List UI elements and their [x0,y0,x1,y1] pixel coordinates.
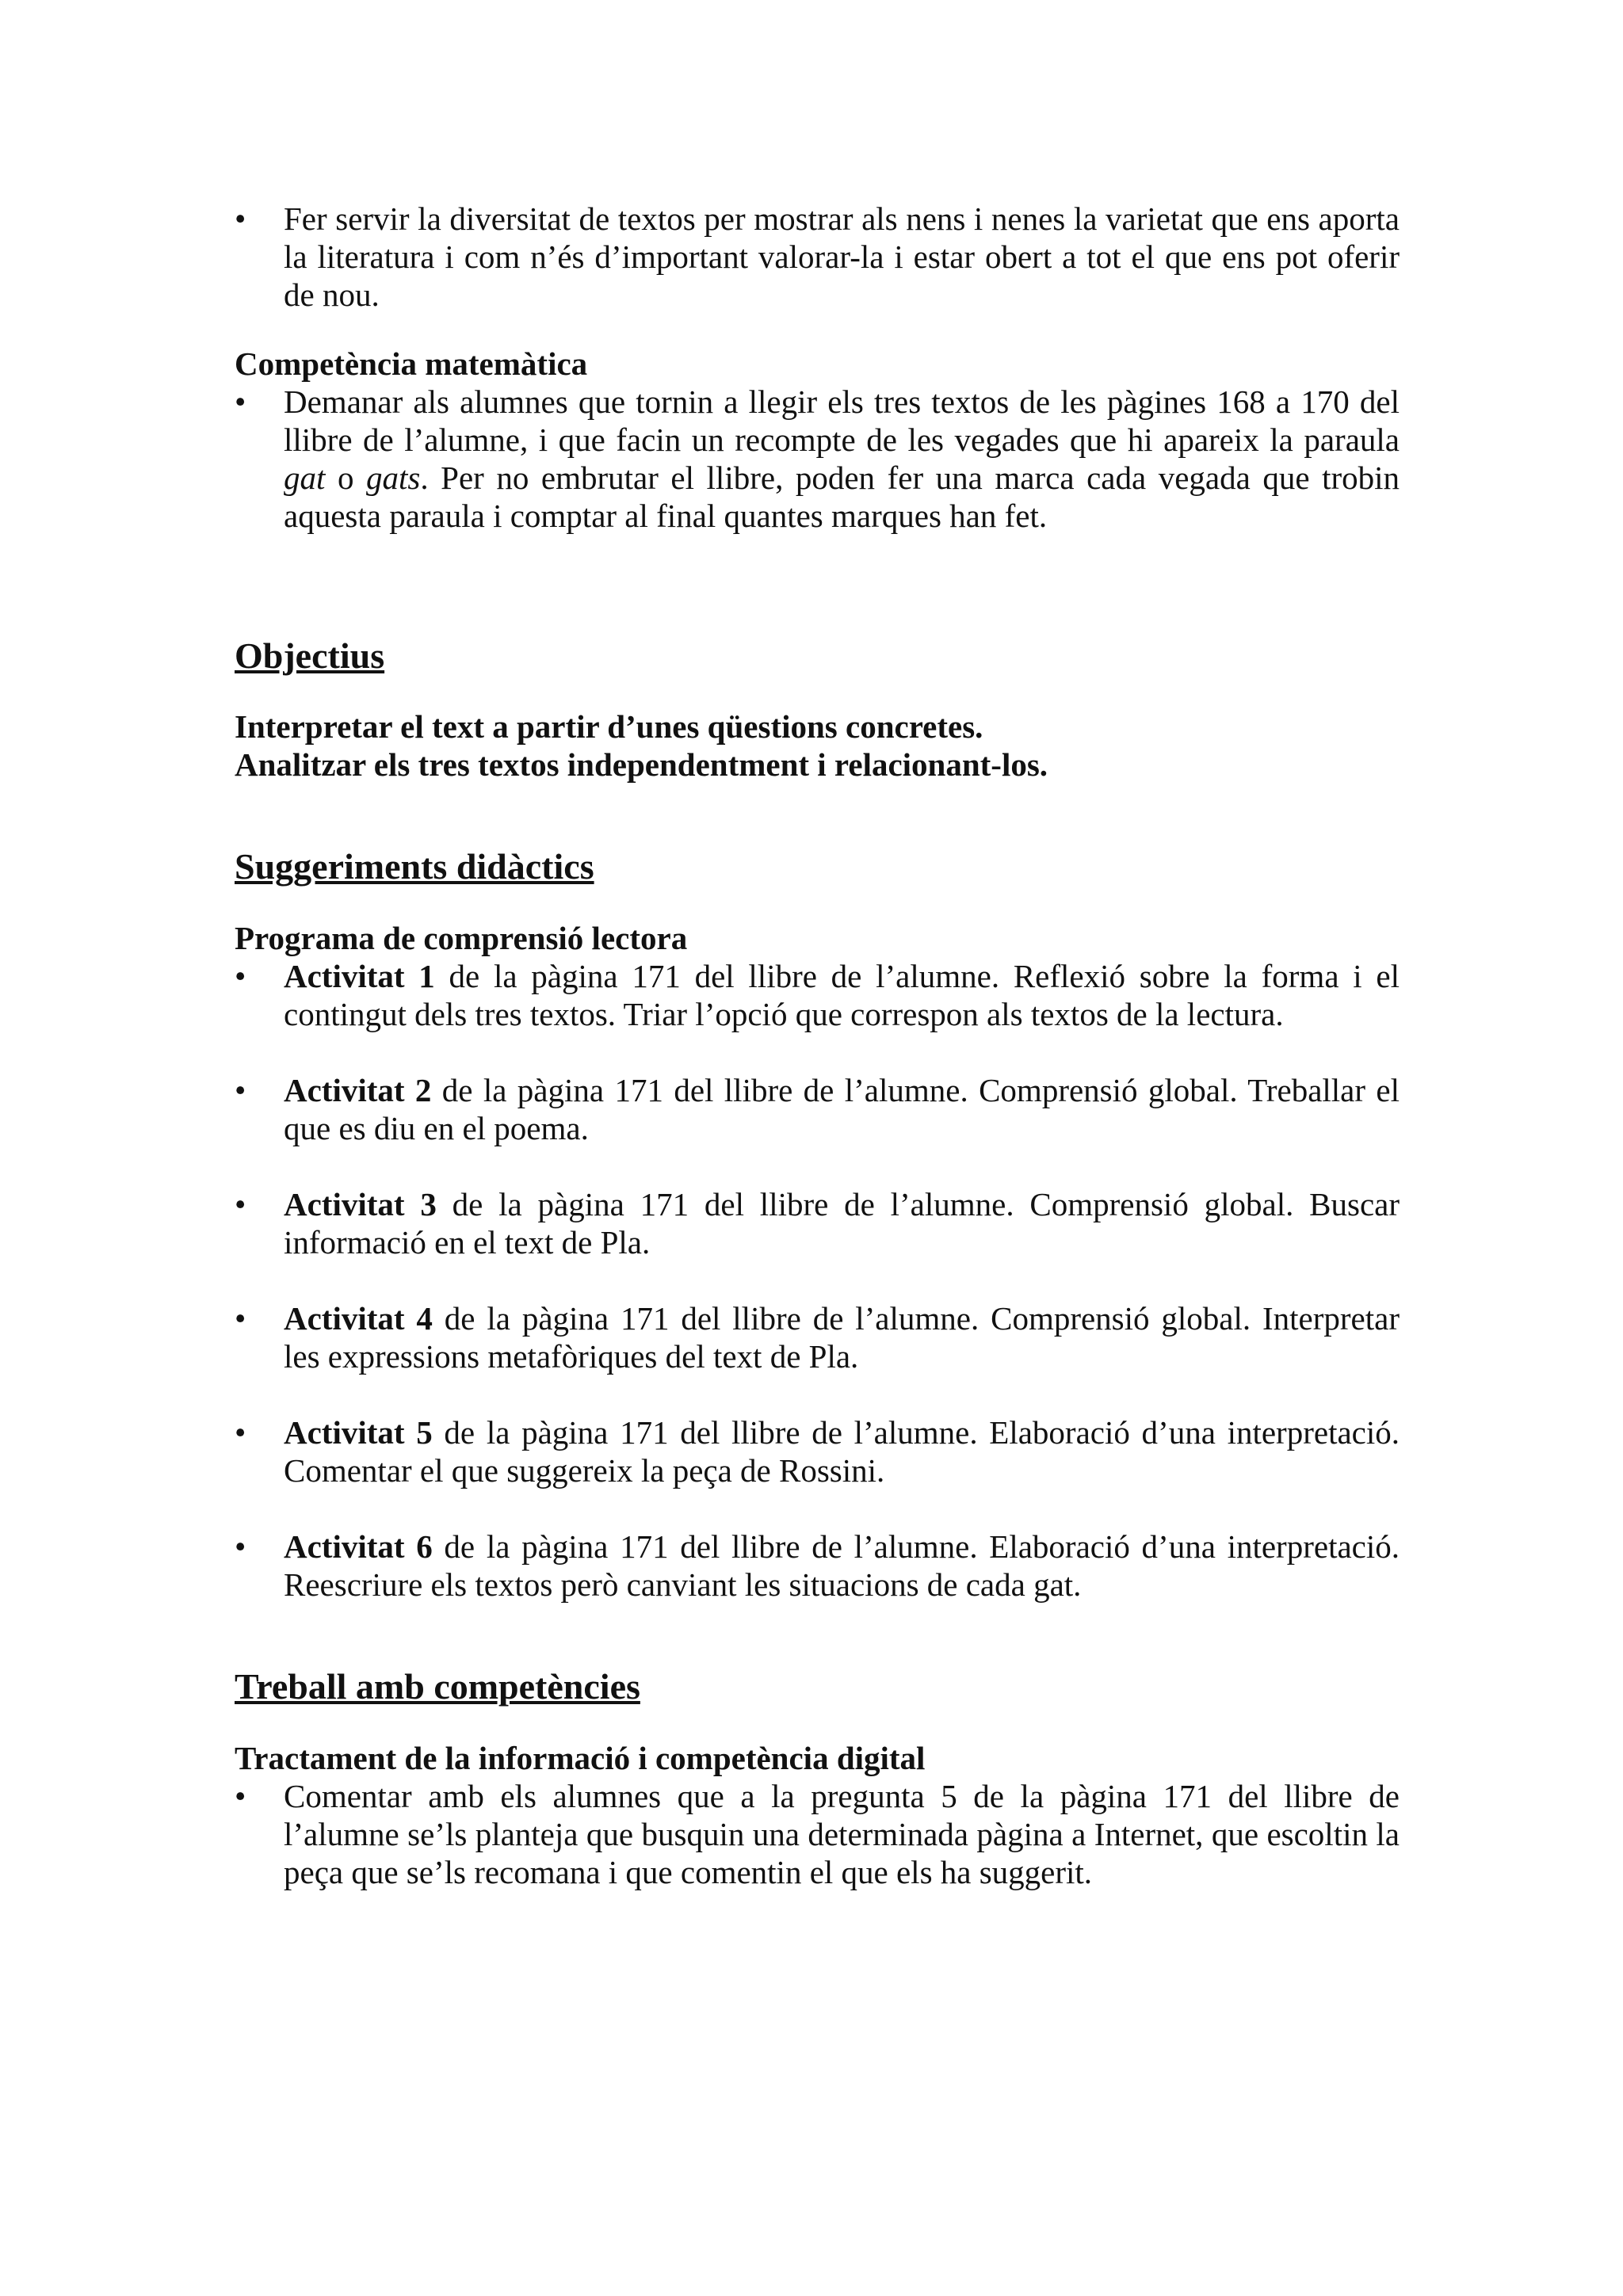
activity-label: Activitat 1 [284,958,435,994]
activity-text: de la pàgina 171 del llibre de l’alumne. Comprensió global. Interpretar les expressions metafòriques del text de Pla. [284,1300,1400,1375]
activity-text: de la pàgina 171 del llibre de l’alumne. Comprensió global. Treballar el que es diu en el poema. [284,1072,1400,1146]
competences-heading: Treball amb competències [235,1666,640,1707]
math-bullet-text-1: Demanar als alumnes que tornin a llegir els tres textos de les pàgines 168 a 170 del llibre de l’alumne, i que facin un recompte de les vegades que hi apareix la paraula [284,383,1400,458]
objective-line-1: Interpretar el text a partir d’unes qüestions concretes. [235,708,983,745]
math-bullet-text-2: o [325,460,366,496]
math-word-gat: gat [284,460,326,496]
activity-item-3 [235,1185,1400,1261]
activity-text: de la pàgina 171 del llibre de l’alumne. Elaboració d’una interpretació. Reescriure els textos però canviant les situacions de cada gat. [284,1528,1400,1603]
activity-text: de la pàgina 171 del llibre de l’alumne. Comprensió global. Buscar informació en el text de Pla. [284,1186,1400,1261]
competences-bullet: • Comentar amb els alumnes que a la pregunta 5 de la pàgina 171 del llibre de l’alumne se’ls planteja que busquin una determinada pàgina a Internet, que escoltin la peça que se’ls recomana i que comentin el que els ha suggerit. [235,1777,1400,1891]
activity-item-1 [235,957,1400,1033]
objective-line-2: Analitzar els tres textos independentment i relacionant-los. [235,746,1048,783]
intro-bullet-list [235,200,1400,314]
activity-label: Activitat 6 [284,1528,433,1565]
digital-competence-heading: Tractament de la informació i competència digital [235,1740,926,1776]
activity-item-2 [235,1071,1400,1147]
activity-item-4 [235,1299,1400,1375]
activity-label: Activitat 3 [284,1186,437,1222]
math-competence-heading: Competència matemàtica [235,345,588,382]
math-word-gats: gats [366,460,421,496]
activities-list [235,957,1400,1604]
activity-item-6 [235,1527,1400,1604]
objectives-block [235,707,1400,784]
reading-program-heading: Programa de comprensió lectora [235,920,688,956]
activity-label: Activitat 2 [284,1072,432,1108]
objectives-heading: Objectius [235,635,385,676]
competences-bullet-list [235,1777,1400,1891]
activity-item-5 [235,1413,1400,1489]
suggestions-heading: Suggeriments didàctics [235,846,594,887]
activity-label: Activitat 5 [284,1414,433,1451]
activity-label: Activitat 4 [284,1300,433,1337]
document-page [235,200,1400,1891]
intro-bullet: • Fer servir la diversitat de textos per mostrar als nens i nenes la varietat que ens aporta la literatura i com n’és d’important valorar-la i estar obert a tot el que ens pot oferir de nou. [235,200,1400,314]
math-bullet-list [235,383,1400,535]
activity-text: de la pàgina 171 del llibre de l’alumne. Reflexió sobre la forma i el contingut dels tres textos. Triar l’opció que correspon als textos de la lectura. [284,958,1400,1032]
math-bullet-text-3: . Per no embrutar el llibre, poden fer una marca cada vegada que trobin aquesta paraula i comptar al final quantes marques han fet. [284,460,1400,534]
math-bullet [235,383,1400,535]
activity-text: de la pàgina 171 del llibre de l’alumne. Elaboració d’una interpretació. Comentar el que suggereix la peça de Rossini. [284,1414,1400,1489]
